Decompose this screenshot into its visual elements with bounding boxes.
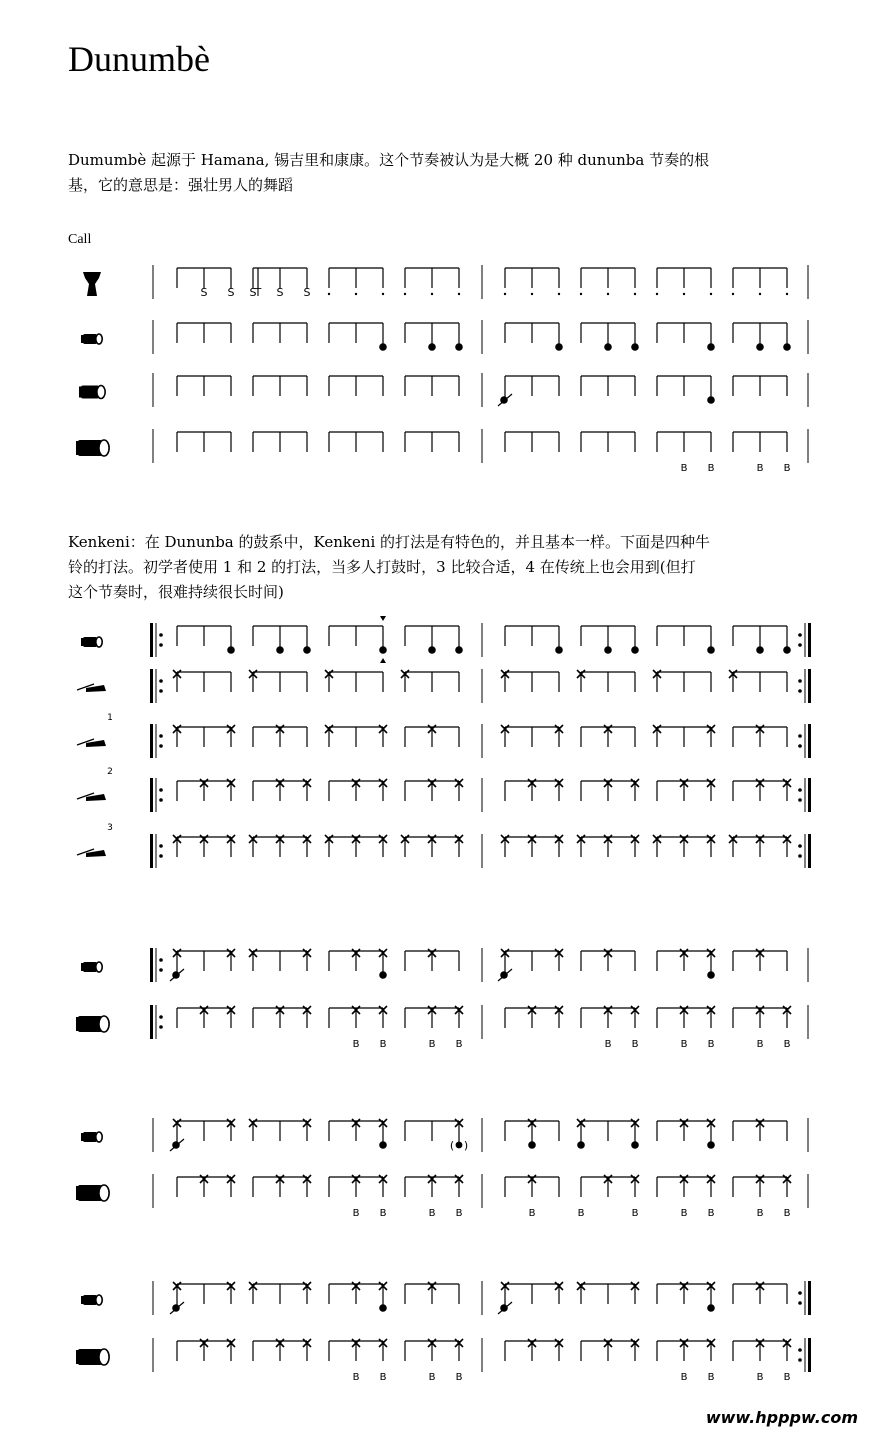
bell-note-label: B [428,1372,436,1383]
open-stroke-note [604,343,612,351]
kenkeni-line: 这个节奏时，很难持续很长时间) [68,583,284,601]
bell-note-label: B [352,1039,360,1050]
repeat-dot [798,633,802,637]
intro-line: Dumumbè 起源于 Hamana, 锡吉里和康康。这个节奏被认为是大概 20 种 dununba 节奏的根 [68,151,710,169]
open-stroke-note [379,971,387,979]
rest-dot [607,293,609,295]
open-stroke-note [707,396,715,404]
rest-dot [634,293,636,295]
open-stroke-note [756,646,764,654]
bell-note-label: B [783,1372,791,1383]
rest-dot [732,293,734,295]
accent-mark [380,658,386,663]
repeat-start-thick [150,1005,153,1039]
open-stroke-note [555,343,563,351]
kenkeni-line: Kenkeni：在 Dununba 的鼓系中，Kenkeni 的打法是有特色的，并且基本一样。下面是四种牛 [68,533,711,551]
rest-dot [431,293,433,295]
repeat-dot [798,679,802,683]
repeat-dot [798,1301,802,1305]
repeat-end-thick [808,778,811,812]
rest-dot [404,293,406,295]
repeat-dot [159,968,163,972]
repeat-start-thick [150,778,153,812]
repeat-dot [159,1015,163,1019]
bell-note-label: B [783,1208,791,1219]
bell-pattern-number: 2 [107,767,113,777]
repeat-start-thick [150,948,153,982]
bell-note-label: B [756,1039,764,1050]
repeat-dot [159,734,163,738]
open-stroke-note [379,1304,387,1312]
open-stroke-note [276,646,284,654]
repeat-dot [798,798,802,802]
dundunba-icon [76,1349,109,1365]
repeat-dot [798,1348,802,1352]
bell-note-label: B [783,1039,791,1050]
repeat-start-thick [150,669,153,703]
bell-note-label: B [631,1208,639,1219]
repeat-dot [159,679,163,683]
rest-dot [382,293,384,295]
repeat-end-thick [808,724,811,758]
repeat-dot [159,744,163,748]
repeat-end-thick [808,834,811,868]
bell-note-label: B [707,1372,715,1383]
kenkeni-icon [81,1295,102,1305]
bell-note-label: B [756,463,764,474]
open-stroke-note [455,646,463,654]
dundunba-icon [76,1016,109,1032]
kenkeni-icon [81,637,102,647]
kenkeni-icon [81,1132,102,1142]
repeat-dot [159,643,163,647]
optional-stroke-note [456,1142,463,1149]
bell-pattern-number: 1 [107,713,113,723]
kenkeni-line: 铃的打法。初学者使用 1 和 2 的打法，当多人打鼓时，3 比较合适，4 在传统上也会用到(但打 [68,558,696,576]
bell-note-label: B [707,1039,715,1050]
bell-note-label: B [352,1208,360,1219]
rest-dot [458,293,460,295]
open-stroke-note [707,343,715,351]
call-label: Call [68,232,92,247]
repeat-dot [159,844,163,848]
bell-note-label: B [379,1208,387,1219]
open-stroke-note [783,343,791,351]
repeat-start-thick [150,834,153,868]
repeat-start-thick [150,724,153,758]
bell-icon [77,684,106,692]
repeat-dot [159,788,163,792]
rest-dot [683,293,685,295]
bell-note-label: B [680,463,688,474]
bell-note-label: B [680,1372,688,1383]
bell-note-label: B [428,1039,436,1050]
rest-dot [504,293,506,295]
open-stroke-note [528,1141,536,1149]
rest-dot [558,293,560,295]
bell-note-label: B [783,463,791,474]
repeat-dot [159,798,163,802]
djembe-icon [83,272,101,296]
bell-pattern-number: 3 [107,823,113,833]
repeat-end-thick [808,1338,811,1372]
bell-icon [77,849,106,857]
open-stroke-note [227,646,235,654]
bell-note-label: B [455,1039,463,1050]
open-stroke-note [379,1141,387,1149]
open-stroke-note [455,343,463,351]
repeat-dot [159,958,163,962]
bell-note-label: B [379,1372,387,1383]
bell-note-label: B [428,1208,436,1219]
repeat-dot [159,854,163,858]
rest-dot [759,293,761,295]
open-stroke-note [707,646,715,654]
open-stroke-note [303,646,311,654]
open-stroke-note [428,646,436,654]
open-stroke-note [631,343,639,351]
open-stroke-note [604,646,612,654]
open-stroke-note [555,646,563,654]
bell-note-label: B [604,1039,612,1050]
repeat-end-thick [808,669,811,703]
bell-note-label: B [707,463,715,474]
djembe-stroke-label: S [200,286,208,299]
dundunba-icon [76,440,109,456]
bell-note-label: B [379,1039,387,1050]
repeat-end-thick [808,1281,811,1315]
djembe-stroke-label: T [254,286,262,299]
open-stroke-note [631,646,639,654]
rest-dot [531,293,533,295]
bell-icon [77,739,106,747]
rest-dot [786,293,788,295]
bell-icon [77,793,106,801]
djembe-stroke-label: S [249,286,257,299]
djembe-stroke-label: S [276,286,284,299]
kenkeni-icon [81,334,102,344]
rest-dot [710,293,712,295]
sangban-icon [79,386,105,399]
bell-note-label: B [707,1208,715,1219]
repeat-dot [159,689,163,693]
rest-dot [580,293,582,295]
intro-line: 基，它的意思是：强壮男人的舞蹈 [68,176,294,194]
open-stroke-note [756,343,764,351]
open-stroke-note [379,343,387,351]
bell-note-label: B [756,1372,764,1383]
open-stroke-note [783,646,791,654]
page-title: Dunumbè [68,39,210,79]
bell-note-label: B [680,1039,688,1050]
rest-dot [328,293,330,295]
repeat-dot [798,1358,802,1362]
repeat-dot [798,788,802,792]
accent-mark [380,616,386,621]
bell-note-label: B [528,1208,536,1219]
kenkeni-icon [81,962,102,972]
open-stroke-note [428,343,436,351]
open-stroke-note [707,971,715,979]
bell-note-label: B [756,1208,764,1219]
watermark: www.hpppw.com [705,1408,858,1427]
bell-note-label: B [352,1372,360,1383]
optional-paren: ( [449,1139,455,1152]
djembe-stroke-label: S [303,286,311,299]
repeat-dot [798,744,802,748]
repeat-dot [798,1291,802,1295]
dundunba-icon [76,1185,109,1201]
repeat-dot [798,734,802,738]
repeat-dot [798,854,802,858]
open-stroke-note [379,646,387,654]
repeat-start-thick [150,623,153,657]
repeat-dot [798,689,802,693]
open-stroke-note [631,1141,639,1149]
repeat-dot [159,1025,163,1029]
rest-dot [656,293,658,295]
rest-dot [355,293,357,295]
bell-note-label: B [455,1208,463,1219]
bell-note-label: B [680,1208,688,1219]
bell-note-label: B [631,1039,639,1050]
open-stroke-note [707,1304,715,1312]
repeat-end-thick [808,623,811,657]
open-stroke-note [707,1141,715,1149]
repeat-dot [159,633,163,637]
optional-paren: ) [463,1139,469,1152]
bell-note-label: B [455,1372,463,1383]
djembe-stroke-label: S [227,286,235,299]
repeat-dot [798,643,802,647]
bell-note-label: B [577,1208,585,1219]
open-stroke-note [577,1141,585,1149]
repeat-dot [798,844,802,848]
